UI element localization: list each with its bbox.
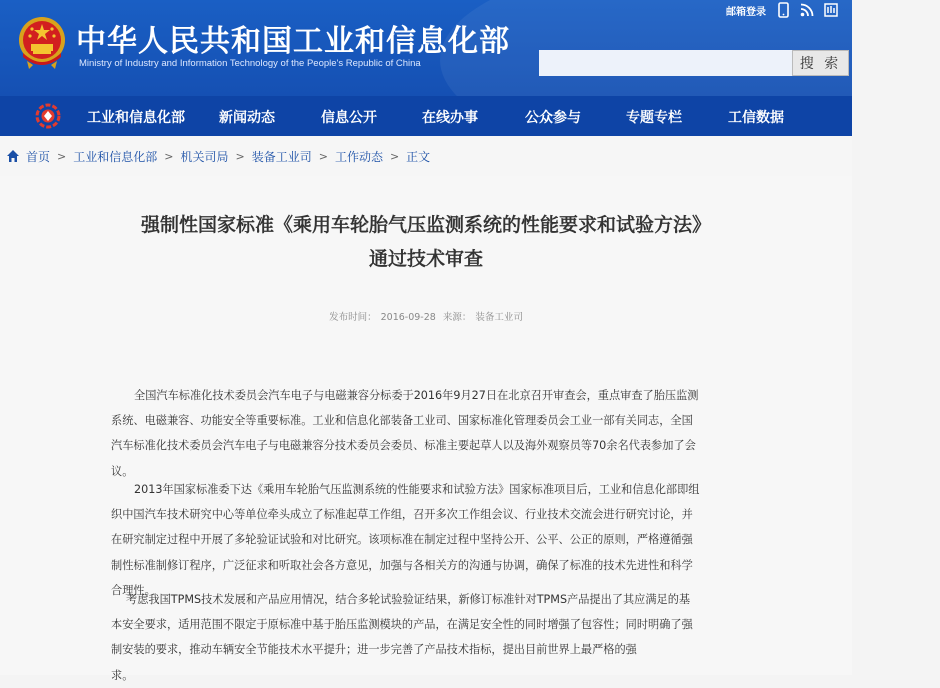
site-title: 中华人民共和国工业和信息化部 [76, 24, 510, 59]
breadcrumb-equipment-dept[interactable]: 装备工业司 [251, 149, 312, 164]
nav-item-miit[interactable]: 工业和信息化部 [87, 110, 185, 126]
paragraph-line: 2013年国家标准委下达《乘用车轮胎气压监测系统的性能要求和试验方法》国家标准项目后，工业和信息化部即组 [134, 483, 700, 496]
site-subtitle: Ministry of Industry and Information Technology of the People's Republic of China [79, 58, 421, 69]
breadcrumb-separator: > [164, 149, 174, 163]
paragraph-line: 系统、电磁兼容、功能安全等重要标准。工业和信息化部装备工业司、国家标准化管理委员会工业一部有关同志，全国 [111, 414, 693, 428]
paragraph-line: 汽车标准化技术委员会汽车电子与电磁兼容分技术委员会委员、标准主要起草人以及海外观察员等70余名代表参加了会 [111, 439, 696, 453]
main-nav [0, 96, 852, 136]
breadcrumb-home[interactable]: 首页 [26, 149, 51, 164]
nav-item-data[interactable]: 工信数据 [728, 110, 784, 126]
site-header [0, 0, 852, 96]
article-title-line-2: 通过技术审查 [368, 248, 483, 270]
breadcrumb-separator: > [57, 149, 67, 163]
article-meta [0, 309, 852, 323]
nav-item-special-topics[interactable]: 专题专栏 [626, 110, 682, 126]
mailbox-login-link[interactable]: 邮箱登录 [726, 6, 766, 18]
paragraph-line: 议。 [111, 464, 134, 478]
publish-label: 发布时间： [329, 312, 377, 323]
paragraph-line: 考虑我国TPMS技术发展和产品应用情况，结合多轮试验验证结果，新修订标准针对TPMS产品提出了其应满足的基 [126, 593, 691, 606]
breadcrumb-current: 正文 [406, 149, 431, 164]
paragraph-line: 求。 [111, 668, 134, 682]
rss-icon[interactable] [800, 2, 814, 18]
search-input[interactable] [539, 50, 792, 76]
paragraph-line: 全国汽车标准化技术委员会汽车电子与电磁兼容分标委于2016年9月27日在北京召开审查会，重点审查了胎压监测 [134, 389, 699, 402]
paragraph-line: 在研究制定过程中开展了多轮验证试验和对比研究。该项标准在制定过程中坚持公开、公平、公正的原则，严格遵循强 [111, 533, 693, 547]
weibo-icon[interactable] [824, 2, 838, 18]
article [0, 176, 852, 682]
article-paragraph [111, 477, 743, 603]
breadcrumb-miit[interactable]: 工业和信息化部 [73, 149, 158, 164]
search-button[interactable]: 搜 索 [792, 50, 849, 76]
paragraph-line: 合理性。 [111, 583, 156, 597]
paragraph-line: 制性标准制修订程序，广泛征求和听取社会各方意见，加强与各相关方的沟通与协调，确保了标准的技术先进性和科学 [111, 558, 693, 572]
article-paragraph [111, 383, 743, 484]
mobile-icon[interactable] [776, 2, 790, 18]
nav-item-public-participation[interactable]: 公众参与 [525, 110, 581, 126]
breadcrumb-work-news[interactable]: 工作动态 [334, 149, 383, 164]
paragraph-line: 本安全要求，适用范围不限定于原标准中基于胎压监测模块的产品，在满足安全性的同时增强了包容性；同时明确了强 [111, 618, 693, 632]
paragraph-line: 制安装的要求，推动车辆安全节能技术水平提升；进一步完善了产品技术指标，提出目前世界上最严格的强 [111, 643, 637, 657]
breadcrumb-separator: > [318, 149, 328, 163]
breadcrumb-separator: > [235, 149, 245, 163]
article-title-line-1: 强制性国家标准《乘用车轮胎气压监测系统的性能要求和试验方法》 [140, 214, 711, 236]
breadcrumb [0, 136, 852, 176]
nav-item-info-disclosure[interactable]: 信息公开 [321, 110, 377, 126]
miit-logo-icon [34, 102, 62, 130]
publish-date: 2016-09-28 [380, 312, 436, 323]
text-fade-overlay [686, 638, 726, 652]
nav-item-online-services[interactable]: 在线办事 [422, 110, 478, 126]
source-label: 来源： [442, 312, 472, 323]
source-value: 装备工业司 [475, 312, 523, 323]
national-emblem-icon [17, 13, 67, 71]
paragraph-line: 织中国汽车技术研究中心等单位牵头成立了标准起草工作组，召开多次工作组会议、行业技术交流会进行研究讨论，并 [111, 508, 693, 522]
article-paragraph [111, 587, 743, 688]
top-links [726, 2, 838, 18]
nav-item-news[interactable]: 新闻动态 [219, 110, 275, 126]
breadcrumb-departments[interactable]: 机关司局 [180, 149, 229, 164]
breadcrumb-separator: > [389, 149, 400, 163]
home-icon[interactable] [6, 149, 20, 163]
